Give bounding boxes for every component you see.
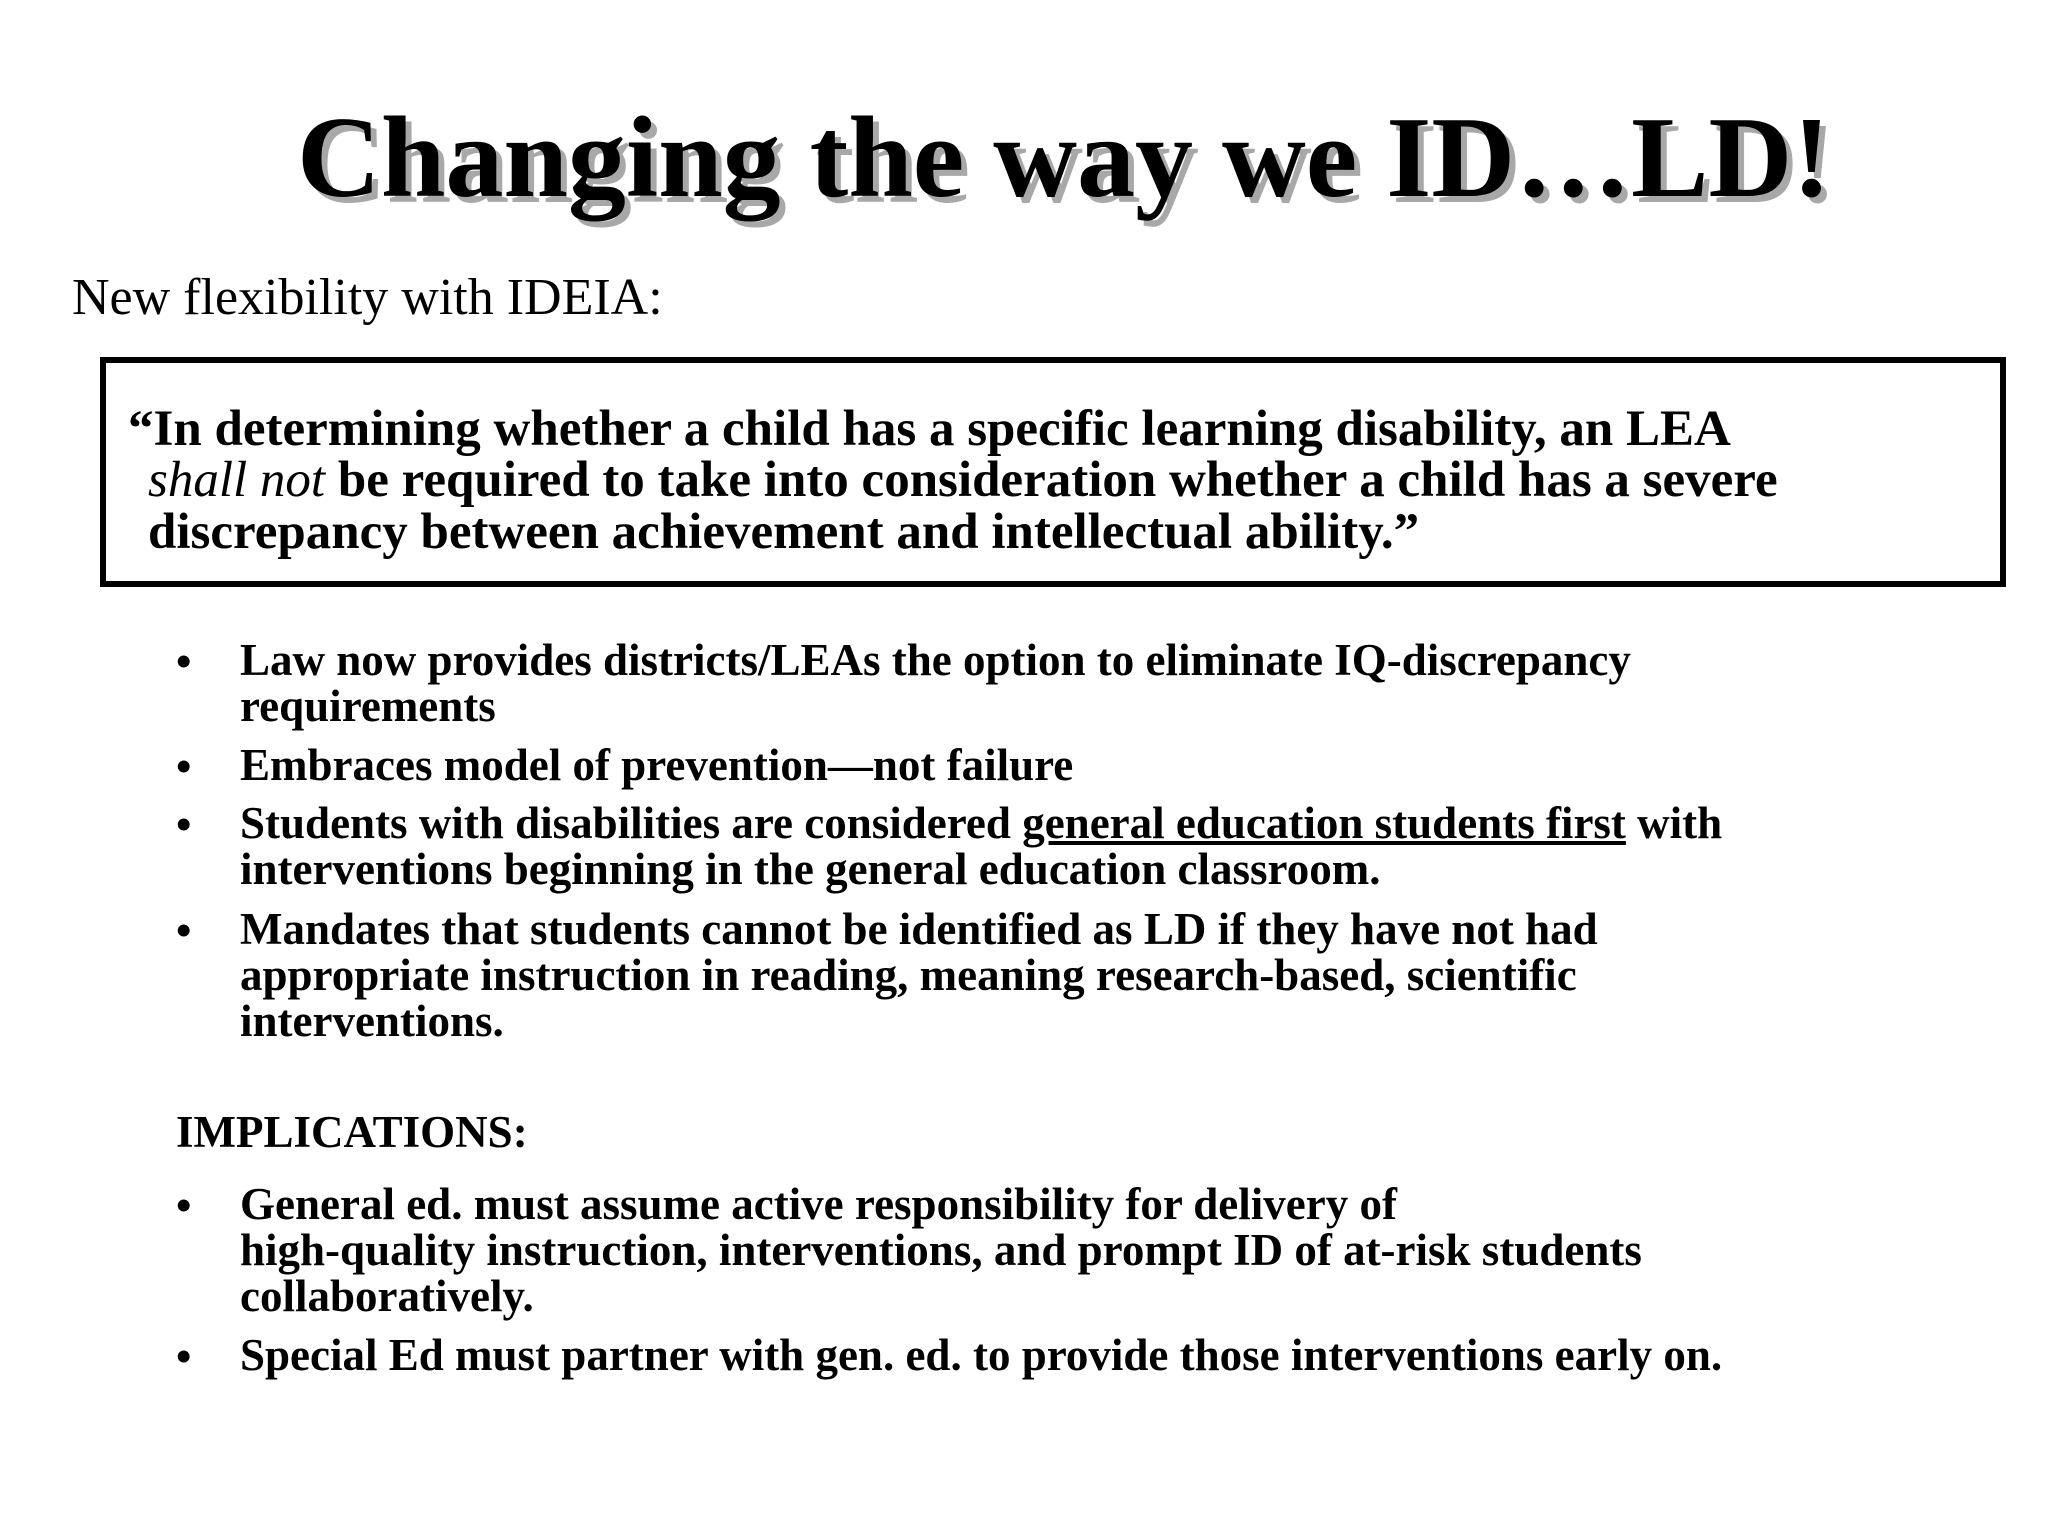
bullet-text-segment: with (1625, 798, 1723, 848)
bullet-line: appropriate instruction in reading, meaning research-based, scientific (240, 950, 1577, 1000)
bullet-marker: • (176, 906, 192, 955)
quote-emphasis: shall not (148, 452, 326, 508)
bullet-line (240, 800, 1722, 846)
bullet-item (240, 742, 1073, 788)
bullet-line: Mandates that students cannot be identified as LD if they have not had (240, 904, 1598, 954)
bullet-marker: • (176, 742, 192, 791)
bullet-line: high-quality instruction, interventions, and prompt ID of at-risk students (240, 1225, 1642, 1275)
bullet-marker: • (176, 800, 192, 849)
bullet-marker: • (176, 1332, 192, 1381)
bullet-marker: • (176, 1181, 192, 1230)
slide-subtitle: New flexibility with IDEIA: (72, 269, 663, 326)
quote-line-2 (148, 452, 1778, 508)
quote-line-3 (148, 504, 1420, 560)
implication-item (240, 1181, 1642, 1319)
quote-text: discrepancy between achievement and intellectual ability.” (148, 504, 1420, 560)
quote-line-1 (128, 401, 1731, 457)
implication-item (240, 1332, 1722, 1378)
bullet-marker: • (176, 637, 192, 686)
bullet-line: General ed. must assume active responsibility for delivery of (240, 1179, 1397, 1229)
slide-title: Changing the way we ID…LD! (297, 94, 1831, 222)
underlined-phrase: general education students first (1022, 798, 1626, 848)
quote-text: “In determining whether a child has a specific learning disability, an LEA (128, 401, 1731, 457)
bullet-line: Law now provides districts/LEAs the option to eliminate IQ-discrepancy (240, 635, 1631, 685)
bullet-line: Special Ed must partner with gen. ed. to provide those interventions early on. (240, 1330, 1723, 1380)
bullet-item (240, 906, 1598, 1044)
bullet-text-segment: Students with disabilities are considered (240, 798, 1023, 848)
bullet-line: Embraces model of prevention—not failure (240, 740, 1074, 790)
bullet-item (240, 800, 1722, 892)
implications-heading: IMPLICATIONS: (176, 1107, 528, 1157)
bullet-line: requirements (240, 681, 496, 731)
bullet-line: interventions. (240, 996, 504, 1046)
bullet-line: collaboratively. (240, 1271, 534, 1321)
quote-text: be required to take into consideration whether a child has a severe (325, 452, 1778, 508)
bullet-item (240, 637, 1631, 729)
bullet-line: interventions beginning in the general education classroom. (240, 844, 1381, 894)
